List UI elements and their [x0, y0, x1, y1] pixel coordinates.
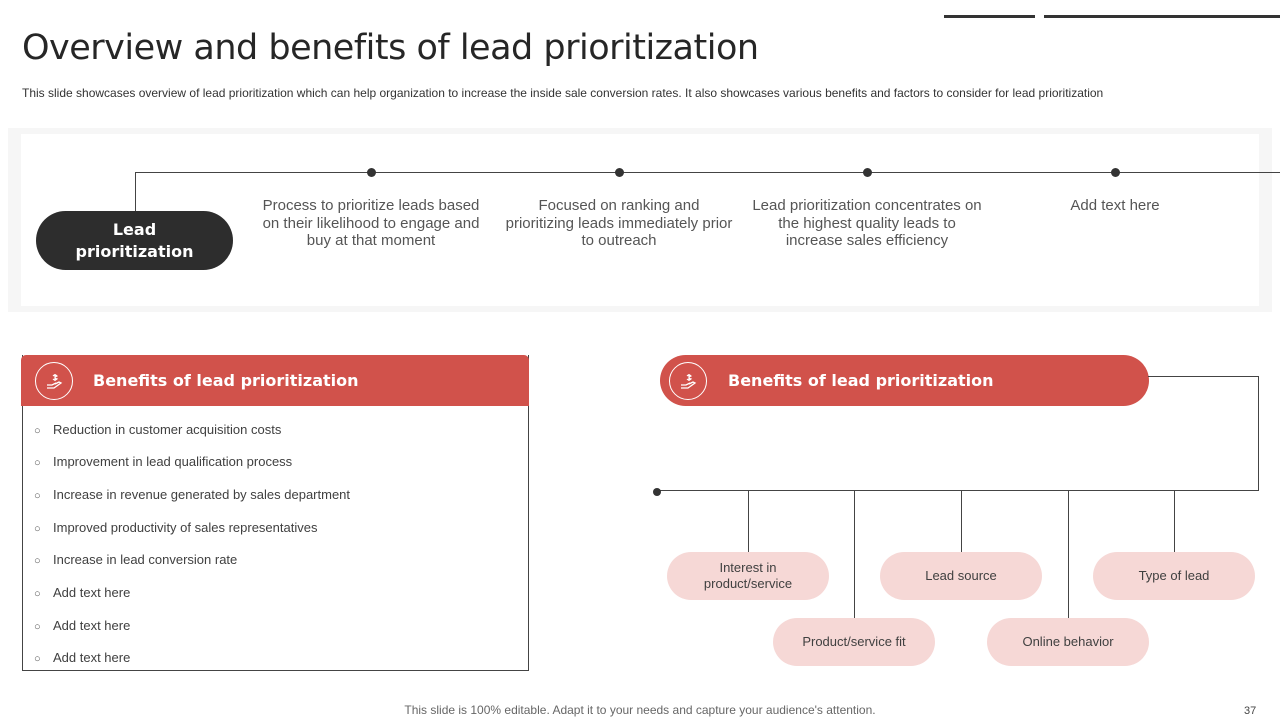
connector-line [854, 490, 855, 618]
benefit-text: Add text here [53, 585, 131, 600]
overview-text-4: Add text here [1070, 197, 1160, 214]
bullet: ○ [34, 621, 41, 633]
benefit-text: Add text here [53, 618, 131, 633]
factor-interest: Interest in product/service [667, 552, 829, 600]
bullet: ○ [34, 457, 41, 469]
factors-header [660, 355, 1149, 406]
connector-line [1258, 376, 1259, 490]
bullet: ○ [34, 555, 41, 567]
bullet: ○ [34, 653, 41, 665]
benefit-item [34, 520, 317, 535]
benefit-text: Increase in revenue generated by sales department [53, 487, 351, 502]
connector-line [961, 490, 962, 552]
benefit-item [34, 585, 130, 600]
benefit-text: Increase in lead conversion rate [53, 552, 238, 567]
benefit-text: Improvement in lead qualification process [53, 454, 293, 469]
benefit-item [34, 552, 237, 567]
connector-line [1174, 490, 1175, 552]
decorative-bar-1 [944, 15, 1035, 18]
overview-text-2: Focused on ranking and prioritizing leads immediately prior to outreach [505, 197, 733, 249]
benefit-text: Add text here [53, 650, 131, 665]
benefit-item [34, 454, 292, 469]
pill-line-2: prioritization [75, 241, 194, 261]
factor-product-fit: Product/service fit [773, 618, 935, 666]
factor-online-behavior: Online behavior [987, 618, 1149, 666]
benefit-item [34, 650, 130, 665]
page-subtitle: This slide showcases overview of lead prioritization which can help organization to increase the inside sale conversion rates. It also showcases various benefits and factors to consider for lead prioritization [22, 86, 1104, 100]
bullet: ○ [34, 588, 41, 600]
benefits-header [21, 355, 529, 406]
footer-note: This slide is 100% editable. Adapt it to your needs and capture your audience's attention. [404, 703, 876, 717]
overview-text-1: Process to prioritize leads based on their likelihood to engage and buy at that moment [262, 197, 480, 249]
benefit-text: Reduction in customer acquisition costs [53, 422, 282, 437]
factor-type-of-lead: Type of lead [1093, 552, 1255, 600]
pill-line-1: Lead [112, 219, 157, 239]
timeline-connector [135, 172, 136, 212]
connector-line [1148, 376, 1259, 377]
decorative-bar-2 [1044, 15, 1280, 18]
timeline-dot [863, 168, 872, 177]
page-title: Overview and benefits of lead prioritization [22, 28, 759, 68]
bullet: ○ [34, 523, 41, 535]
timeline-line [135, 172, 1280, 173]
benefit-text: Improved productivity of sales representatives [53, 520, 318, 535]
benefits-header-title: Benefits of lead prioritization [93, 371, 359, 390]
factor-lead-source: Lead source [880, 552, 1042, 600]
timeline-dot [1111, 168, 1120, 177]
benefit-item [34, 422, 281, 437]
factors-header-title: Benefits of lead prioritization [728, 371, 994, 390]
bullet: ○ [34, 425, 41, 437]
hand-money-icon [35, 362, 73, 400]
connector-line [748, 490, 749, 552]
hand-money-icon [669, 362, 707, 400]
lead-prioritization-pill [36, 211, 233, 270]
connector-line [1068, 490, 1069, 618]
connector-dot [653, 488, 661, 496]
timeline-dot [615, 168, 624, 177]
timeline-dot [367, 168, 376, 177]
page-number: 37 [1244, 705, 1257, 717]
overview-text-3: Lead prioritization concentrates on the highest quality leads to increase sales efficiency [752, 197, 982, 249]
benefit-item [34, 618, 130, 633]
bullet: ○ [34, 490, 41, 502]
benefit-item [34, 487, 350, 502]
